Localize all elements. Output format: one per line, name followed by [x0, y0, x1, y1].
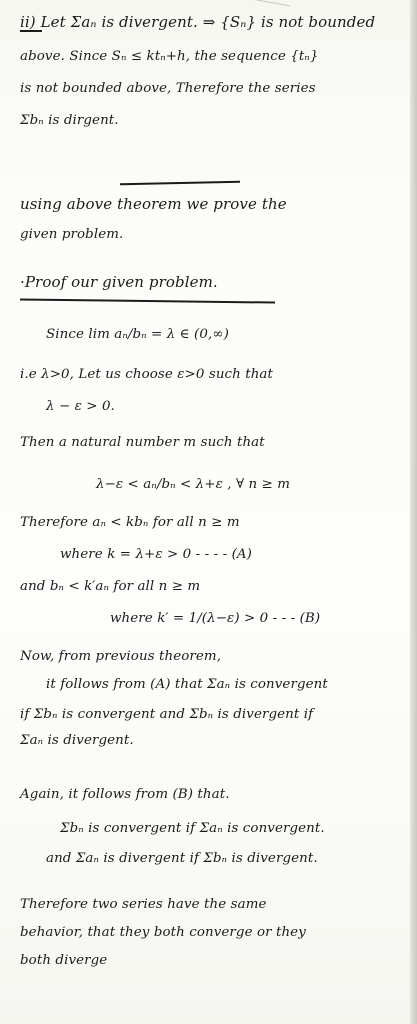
page-edge [410, 0, 417, 1024]
text-line-8: Since lim aₙ/bₙ = λ ∈ (0,∞) [46, 327, 229, 342]
text-line-26: both diverge [20, 953, 108, 968]
text-line-21: Again, it follows from (B) that. [20, 787, 230, 802]
text-line-22: Σbₙ is convergent if Σaₙ is convergent. [60, 821, 325, 836]
text-line-14: where k = λ+ε > 0 - - - - (A) [60, 547, 252, 562]
paper-mark [230, 0, 289, 6]
text-line-23: and Σaₙ is divergent if Σbₙ is divergent. [46, 851, 318, 866]
text-line-15: and bₙ < k′aₙ for all n ≥ m [20, 579, 201, 594]
text-line-17: Now, from previous theorem, [20, 649, 222, 664]
text-line-20: Σaₙ is divergent. [20, 733, 134, 748]
text-line-2: above. Since Sₙ ≤ ktₙ+h, the sequence {tₙ} [20, 49, 319, 64]
text-line-9: i.e λ>0, Let us choose ε>0 such that [20, 367, 273, 382]
text-line-18: it follows from (A) that Σaₙ is convergent [46, 677, 328, 692]
proof-heading-underline [20, 298, 275, 303]
text-line-5: using above theorem we prove the [20, 195, 287, 213]
text-line-10: λ − ε > 0. [46, 399, 115, 414]
section-divider [120, 181, 240, 185]
text-line-6: given problem. [20, 227, 124, 242]
text-line-16: where k′ = 1/(λ−ε) > 0 - - - (B) [110, 611, 321, 626]
text-line-13: Therefore aₙ < kbₙ for all n ≥ m [20, 515, 240, 530]
text-line-19: if Σbₙ is convergent and Σbₙ is divergent if [20, 707, 314, 722]
text-line-24: Therefore two series have the same [20, 897, 267, 912]
text-line-3: is not bounded above, Therefore the series [20, 81, 316, 96]
text-line-4: Σbₙ is dirgent. [20, 113, 119, 128]
text-line-11: Then a natural number m such that [20, 435, 265, 450]
proof-heading: ·Proof our given problem. [20, 273, 218, 291]
text-line-25: behavior, that they both converge or they [20, 925, 306, 940]
text-line-1: ii) Let Σaₙ is divergent. ⇒ {Sₙ} is not bounded [20, 13, 376, 31]
text-line-12: λ−ε < aₙ/bₙ < λ+ε , ∀ n ≥ m [96, 477, 291, 492]
